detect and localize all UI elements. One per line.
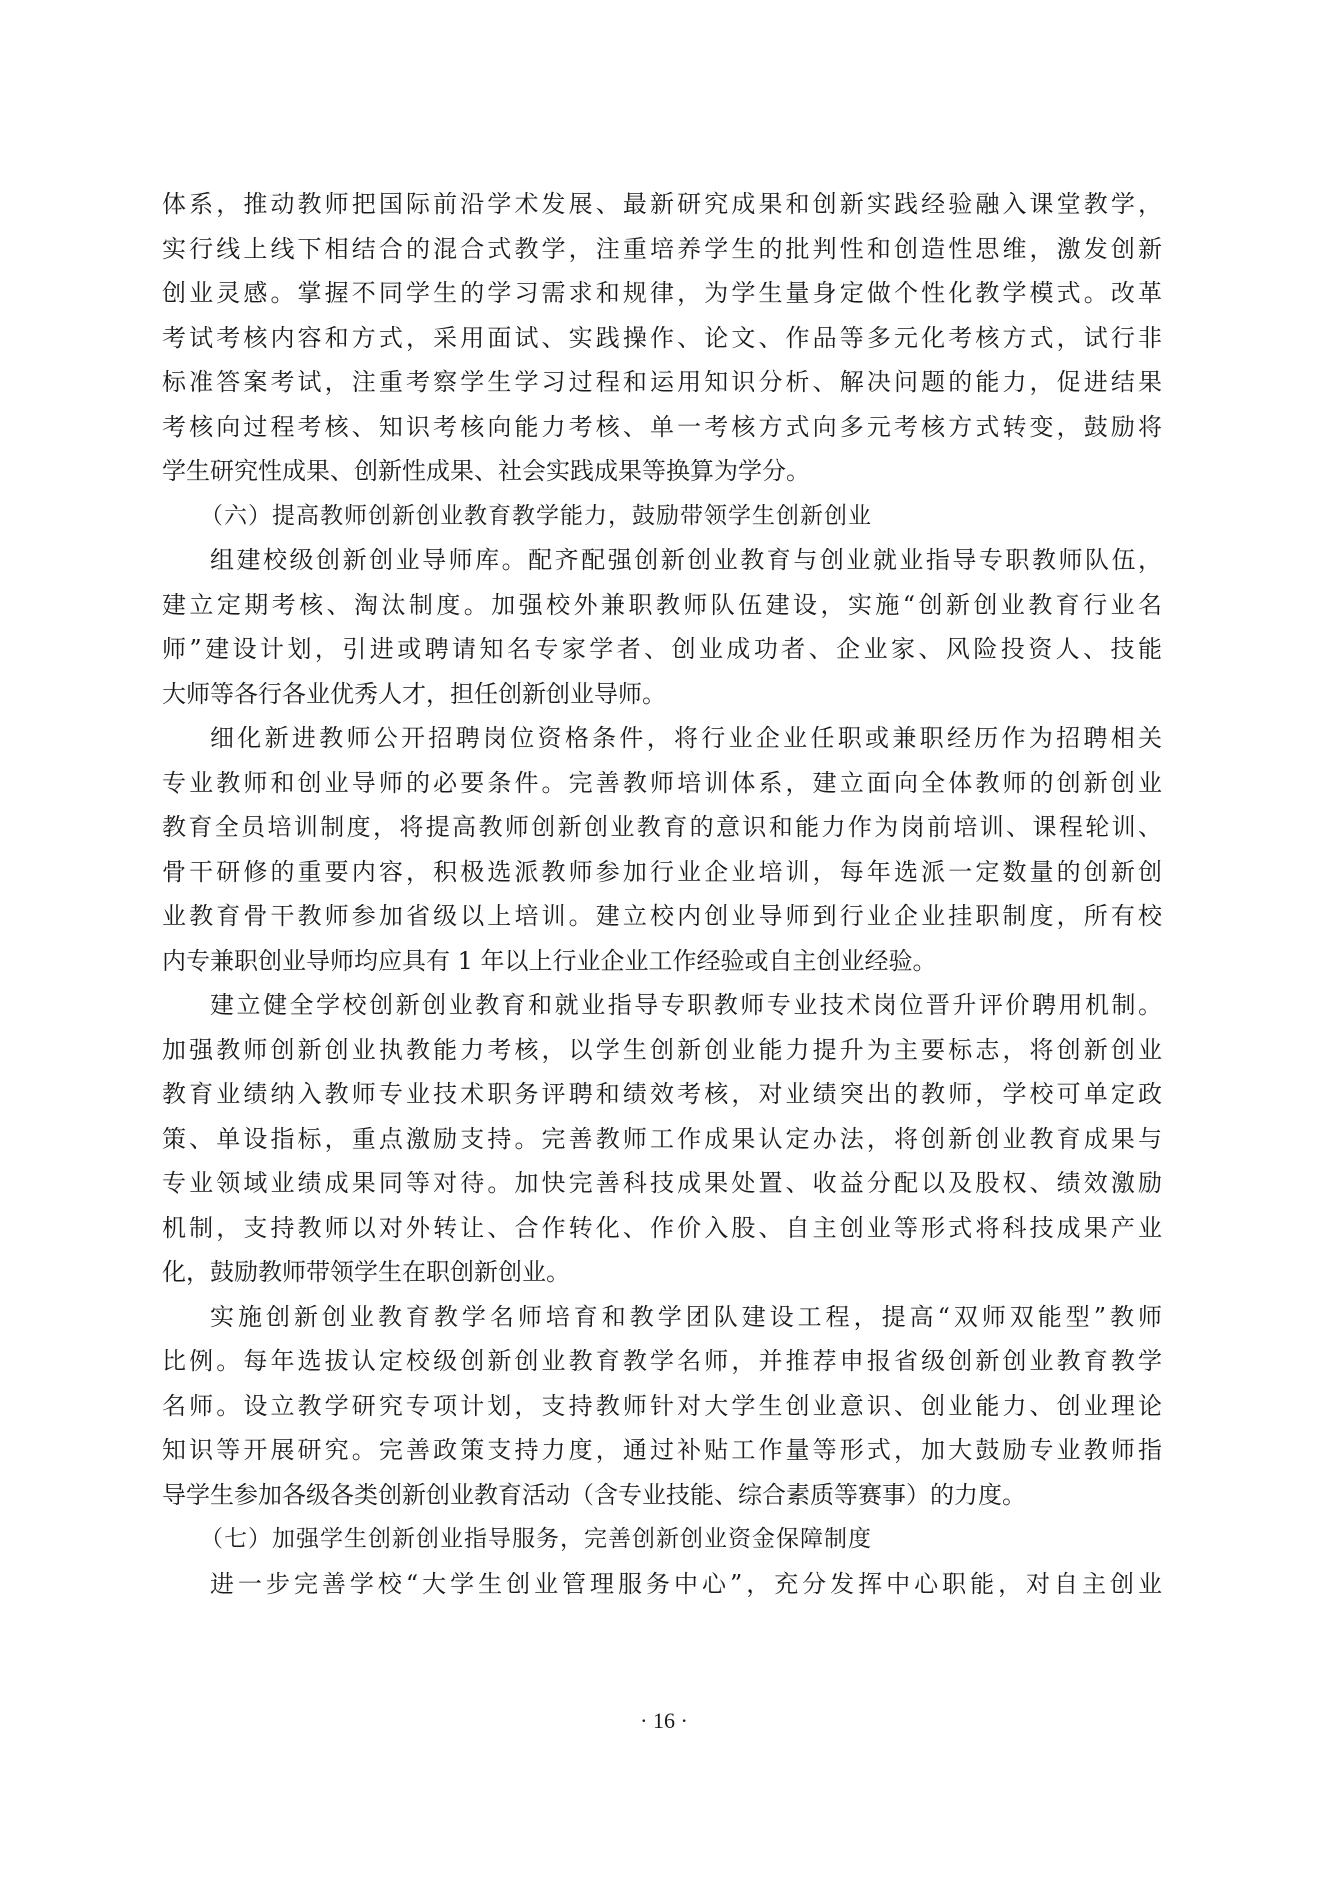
text-line: 教育全员培训制度，将提高教师创新创业教育的意识和能力作为岗前培训、课程轮训、 (162, 813, 1162, 841)
body-text (162, 182, 1162, 1606)
text-line: 机制，支持教师以对外转让、合作转化、作价入股、自主创业等形式将科技成果产业 (162, 1213, 1162, 1242)
text-line: 大师等各行各业优秀人才，担任创新创业导师。 (162, 679, 666, 708)
text-line: 知识等开展研究。完善政策支持力度，通过补贴工作量等形式，加大鼓励专业教师指 (162, 1436, 1162, 1464)
text-line: 策、单设指标，重点激励支持。完善教师工作成果认定办法，将创新创业教育成果与 (162, 1124, 1162, 1153)
section-heading: （七）加强学生创新创业指导服务，完善创新创业资金保障制度 (200, 1526, 872, 1552)
paragraph-first-line: 组建校级创新创业导师库。配齐配强创新创业教育与创业就业指导专职教师队伍， (210, 546, 1162, 574)
paragraph-first-line: 细化新进教师公开招聘岗位资格条件，将行业企业任职或兼职经历作为招聘相关 (210, 724, 1162, 752)
text-line: 考核向过程考核、知识考核向能力考核、单一考核方式向多元考核方式转变，鼓励将 (162, 412, 1162, 441)
text-line: 学生研究性成果、创新性成果、社会实践成果等换算为学分。 (162, 457, 810, 485)
text-line: 创业灵感。掌握不同学生的学习需求和规律，为学生量身定做个性化教学模式。改革 (162, 279, 1162, 307)
text-line: 专业教师和创业导师的必要条件。完善教师培训体系，建立面向全体教师的创新创业 (162, 768, 1162, 797)
paragraph-first-line: 建立健全学校创新创业教育和就业指导专职教师专业技术岗位晋升评价聘用机制。 (210, 991, 1162, 1019)
text-line: 名师。设立教学研究专项计划，支持教师针对大学生创业意识、创业能力、创业理论 (162, 1391, 1162, 1420)
text-line: 化，鼓励教师带领学生在职创新创业。 (162, 1258, 570, 1286)
text-line: 加强教师创新创业执教能力考核，以学生创新创业能力提升为主要标志，将创新创业 (162, 1035, 1162, 1064)
text-line: 内专兼职创业导师均应具有 1 年以上行业企业工作经验或自主创业经验。 (162, 946, 937, 975)
text-line: 导学生参加各级各类创新创业教育活动（含专业技能、综合素质等赛事）的力度。 (162, 1480, 1026, 1509)
text-line: 比例。每年选拔认定校级创新创业教育教学名师，并推荐申报省级创新创业教育教学 (162, 1347, 1162, 1375)
text-line: 体系，推动教师把国际前沿学术发展、最新研究成果和创新实践经验融入课堂教学， (162, 190, 1162, 218)
text-line: 业教育骨干教师参加省级以上培训。建立校内创业导师到行业企业挂职制度，所有校 (162, 902, 1162, 930)
text-line: 标准答案考试，注重考察学生学习过程和运用知识分析、解决问题的能力，促进结果 (162, 368, 1162, 396)
text-line: 教育业绩纳入教师专业技术职务评聘和绩效考核，对业绩突出的教师，学校可单定政 (162, 1080, 1162, 1108)
text-line: 实行线上线下相结合的混合式教学，注重培养学生的批判性和创造性思维，激发创新 (162, 234, 1162, 263)
text-line: 建立定期考核、淘汰制度。加强校外兼职教师队伍建设，实施“创新创业教育行业名 (162, 590, 1162, 619)
paragraph-first-line: 进一步完善学校“大学生创业管理服务中心”，充分发挥中心职能，对自主创业 (210, 1569, 1162, 1598)
page-number: · 16 · (640, 1708, 688, 1733)
text-line: 骨干研修的重要内容，积极选派教师参加行业企业培训，每年选派一定数量的创新创 (162, 857, 1162, 886)
text-line: 师”建设计划，引进或聘请知名专家学者、创业成功者、企业家、风险投资人、技能 (162, 635, 1162, 663)
paragraph-first-line: 实施创新创业教育教学名师培育和教学团队建设工程，提高“双师双能型”教师 (210, 1302, 1162, 1331)
text-line: 考试考核内容和方式，采用面试、实践操作、论文、作品等多元化考核方式，试行非 (162, 323, 1162, 352)
section-heading: （六）提高教师创新创业教育教学能力，鼓励带领学生创新创业 (200, 502, 872, 529)
text-line: 专业领域业绩成果同等对待。加快完善科技成果处置、收益分配以及股权、绩效激励 (162, 1169, 1162, 1197)
